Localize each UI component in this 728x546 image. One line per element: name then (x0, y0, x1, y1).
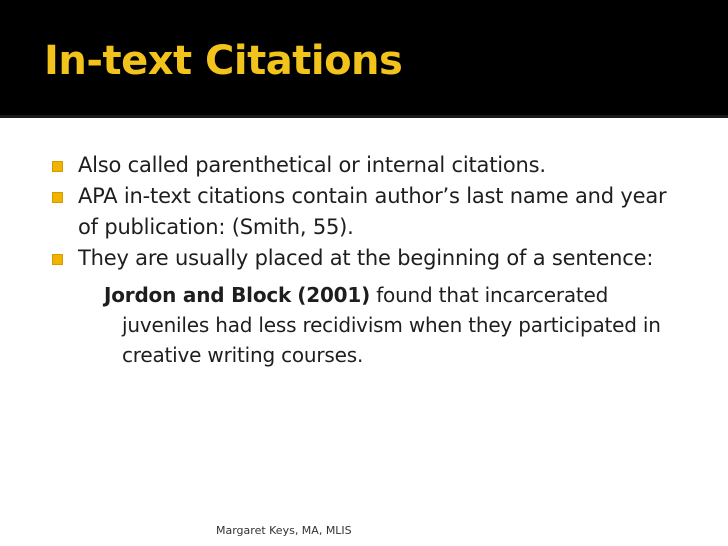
slide-content (52, 150, 692, 370)
slide-footer: Margaret Keys, MA, MLIS (216, 524, 352, 537)
example-citation (104, 280, 692, 370)
bullet-item-1 (52, 150, 692, 181)
example-year: (2001) (297, 283, 371, 307)
example-authors: Jordon and Block (104, 283, 292, 307)
square-bullet-icon (52, 161, 63, 172)
bullet-text-2: APA in-text citations contain author’s last name and year of publication: (Smith, 55). (78, 184, 667, 239)
slide-title: In-text Citations (44, 38, 403, 84)
bullet-text-1: Also called parenthetical or internal citations. (78, 153, 546, 177)
bullet-text-3: They are usually placed at the beginning of a sentence: (78, 246, 654, 270)
square-bullet-icon (52, 192, 63, 203)
example-text: found that incarcerated juveniles had less recidivism when they participated in creative writing courses. (122, 283, 661, 367)
square-bullet-icon (52, 254, 63, 265)
bullet-item-2 (52, 181, 692, 243)
bullet-item-3 (52, 243, 692, 274)
title-bar (0, 0, 728, 118)
